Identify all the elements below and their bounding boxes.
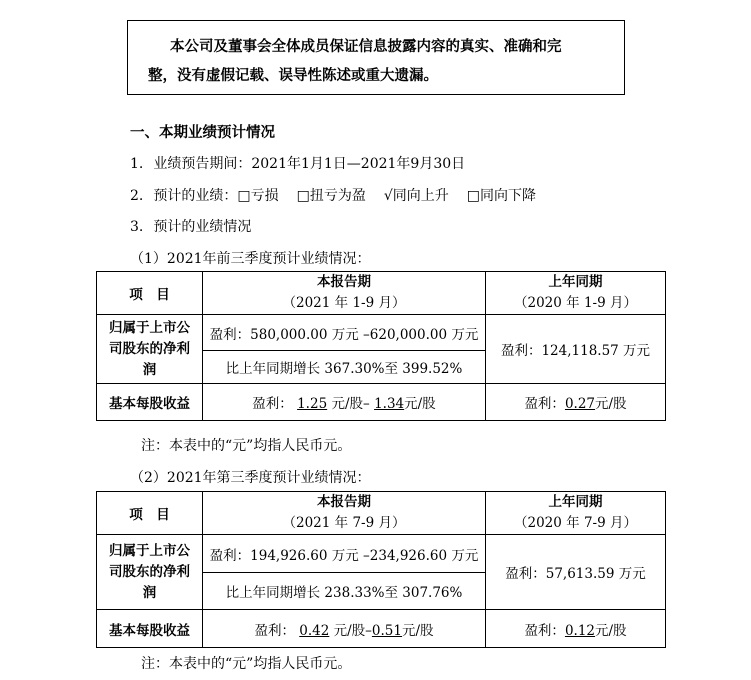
option-decrease: □同向下降 — [466, 188, 536, 204]
header-current-period: 本报告期 （2021 年 1-9 月） — [203, 272, 486, 315]
item-number: 3. — [130, 219, 144, 235]
header-item: 项 目 — [97, 272, 203, 315]
table1-note: 注：本表中的“元”均指人民币元。 — [141, 438, 352, 454]
disclaimer-box — [127, 20, 625, 95]
q3-forecast-table — [96, 491, 666, 648]
net-profit-growth: 比上年同期增长 238.33%至 307.76% — [203, 573, 486, 610]
disclaimer-line-1: 本公司及董事会全体成员保证信息披露内容的真实、准确和完 — [170, 38, 562, 55]
q1-q3-forecast-table — [96, 271, 666, 421]
net-profit-prior: 盈利：124,118.57 万元 — [486, 315, 666, 384]
net-profit-growth: 比上年同期增长 367.30%至 399.52% — [203, 351, 486, 384]
table1-subtitle: （1）2021年前三季度预计业绩情况： — [130, 251, 371, 267]
section-title: 一、本期业绩预计情况 — [130, 124, 275, 141]
item-number: 2. — [130, 188, 144, 204]
eps-prior: 盈利：0.27元/股 — [486, 384, 666, 421]
forecast-period-item — [130, 153, 465, 173]
forecast-type-label: 预计的业绩： — [153, 188, 238, 204]
forecast-detail-text: 预计的业绩情况 — [153, 219, 252, 235]
forecast-period-text: 业绩预告期间：2021年1月1日—2021年9月30日 — [153, 156, 466, 172]
disclaimer-line-2: 整，没有虚假记载、误导性陈述或重大遗漏。 — [148, 67, 438, 84]
option-loss: □亏损 — [237, 188, 279, 204]
eps-prior: 盈利：0.12元/股 — [486, 610, 666, 648]
item-number: 1. — [130, 156, 144, 172]
net-profit-current-range: 盈利：194,926.60 万元 –234,926.60 万元 — [203, 535, 486, 573]
option-turnaround: □扭亏为盈 — [296, 188, 366, 204]
eps-current-range: 盈利： 0.42 元/股–0.51元/股 — [203, 610, 486, 648]
net-profit-current-range: 盈利：580,000.00 万元 –620,000.00 万元 — [203, 315, 486, 351]
row-label-eps: 基本每股收益 — [97, 610, 203, 648]
header-prior-period: 上年同期 （2020 年 1-9 月） — [486, 272, 666, 315]
table2-note: 注：本表中的“元”均指人民币元。 — [141, 656, 352, 672]
row-label-eps: 基本每股收益 — [97, 384, 203, 421]
forecast-type-item — [130, 185, 536, 205]
option-increase-checked: √同向上升 — [383, 188, 449, 204]
table2-subtitle: （2）2021年第三季度预计业绩情况： — [130, 470, 371, 486]
row-label-net-profit: 归属于上市公 司股东的净利 润 — [97, 315, 203, 384]
forecast-detail-item — [130, 216, 251, 236]
header-item: 项 目 — [97, 492, 203, 535]
header-prior-period: 上年同期 （2020 年 7-9 月） — [486, 492, 666, 535]
eps-current-range: 盈利： 1.25 元/股– 1.34元/股 — [203, 384, 486, 421]
row-label-net-profit: 归属于上市公 司股东的净利 润 — [97, 535, 203, 610]
header-current-period: 本报告期 （2021 年 7-9 月） — [203, 492, 486, 535]
net-profit-prior: 盈利：57,613.59 万元 — [486, 535, 666, 610]
